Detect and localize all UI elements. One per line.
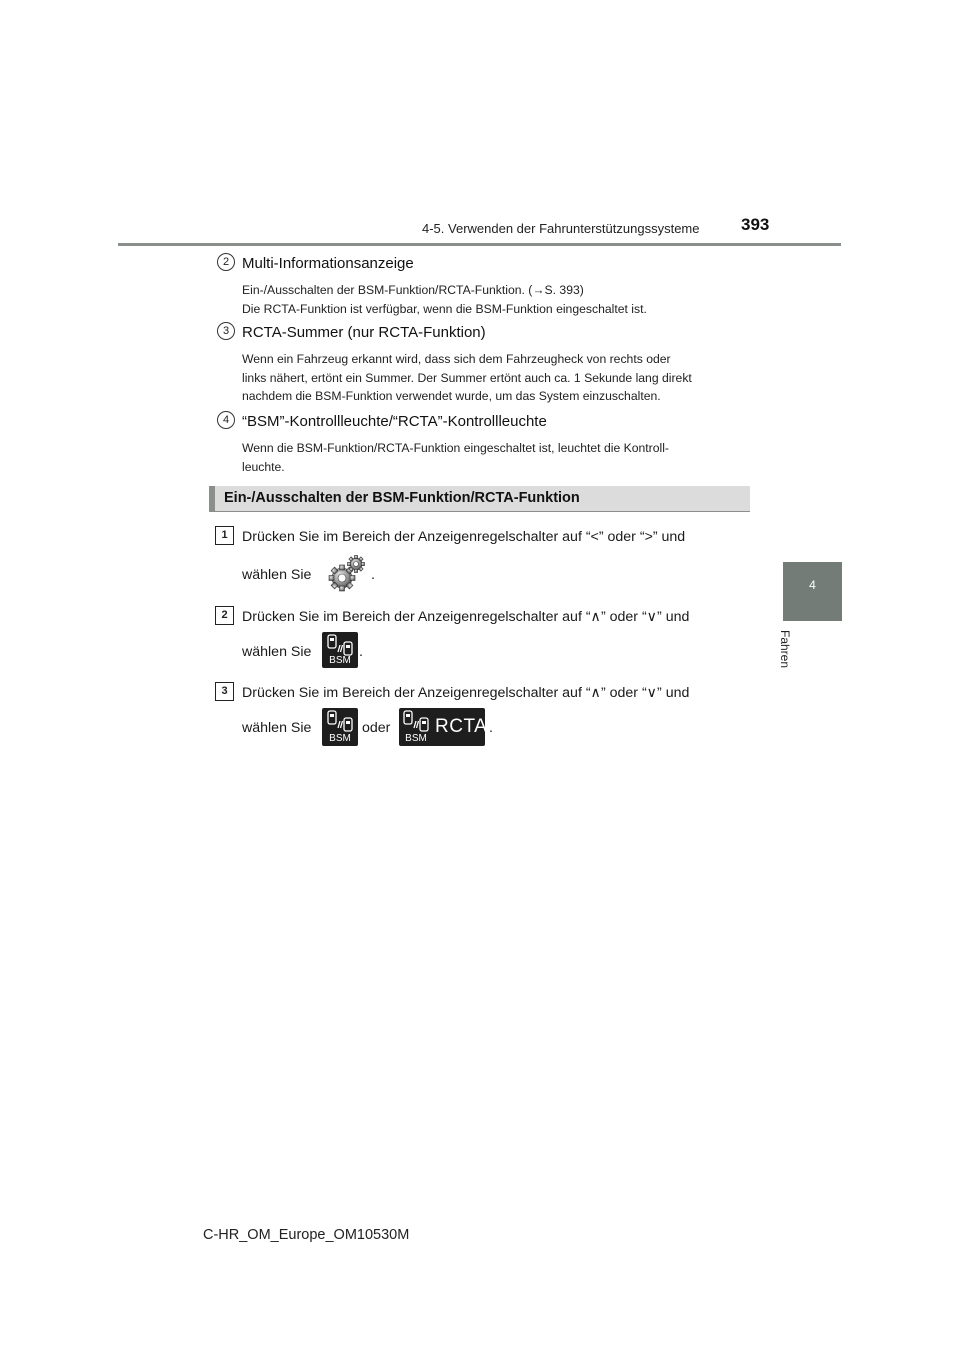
header-rule <box>118 243 841 246</box>
section-bar-accent <box>209 486 215 512</box>
step-number: 3 <box>215 682 234 701</box>
step-text: oder <box>362 720 391 736</box>
item-title: RCTA-Summer (nur RCTA-Funktion) <box>242 324 486 341</box>
step-text: . <box>359 644 363 660</box>
item-text: Wenn die BSM-Funktion/RCTA-Funktion eingeschaltet ist, leuchtet die Kontroll- leuchte. <box>242 441 669 474</box>
step-number: 2 <box>215 606 234 625</box>
item-marker: 4 <box>217 411 235 429</box>
bsm-rcta-icon <box>399 708 488 746</box>
step-text: Drücken Sie im Bereich der Anzeigenregelschalter auf “∧” oder “∨” und <box>242 609 690 625</box>
step-number: 1 <box>215 526 234 545</box>
item-marker: 3 <box>217 322 235 340</box>
step-text: . <box>489 720 493 736</box>
rcta-label: RCTA <box>435 716 488 737</box>
page-number: 393 <box>741 215 770 234</box>
step-text: wählen Sie <box>242 644 312 660</box>
item-marker: 2 <box>217 253 235 271</box>
bsm-label: BSM <box>405 733 427 744</box>
item-title: “BSM”-Kontrollleuchte/“RCTA”-Kontrollleuchte <box>242 413 547 430</box>
item-text: Ein-/Ausschalten der BSM-Funktion/RCTA-Funktion. (→S. 393) Die RCTA-Funktion ist verfügbar, wenn die BSM-Funktion eingeschaltet ist. <box>242 283 647 316</box>
step-text: wählen Sie <box>242 720 312 736</box>
bsm-label: BSM <box>329 655 351 666</box>
section-bar-rule <box>209 511 750 512</box>
bsm-label: BSM <box>329 733 351 744</box>
step-text: Drücken Sie im Bereich der Anzeigenregelschalter auf “∧” oder “∨” und <box>242 685 690 701</box>
chapter-title: 4-5. Verwenden der Fahrunterstützungssysteme <box>422 221 700 236</box>
gear-icon <box>327 554 367 594</box>
chapter-tab-number: 4 <box>809 578 816 592</box>
item-title: Multi-Informationsanzeige <box>242 255 414 272</box>
document-id: C-HR_OM_Europe_OM10530M <box>203 1227 410 1243</box>
step-text: Drücken Sie im Bereich der Anzeigenregelschalter auf “<” oder “>” und <box>242 529 686 545</box>
section-title: Ein-/Ausschalten der BSM-Funktion/RCTA-Funktion <box>224 490 580 506</box>
step-text: . <box>371 567 375 583</box>
bsm-icon <box>322 708 358 746</box>
chapter-tab-label: Fahren <box>778 630 792 669</box>
bsm-icon <box>322 632 358 668</box>
item-text: Wenn ein Fahrzeug erkannt wird, dass sich dem Fahrzeugheck von rechts oder links nähert, ertönt ein Summer. Der Summer ertönt auch ca. 1 Sekunde lang direkt nachdem die BSM-Funktion verwendet wurde, um das System einzuschalten. <box>242 352 692 403</box>
step-text: wählen Sie <box>242 567 312 583</box>
